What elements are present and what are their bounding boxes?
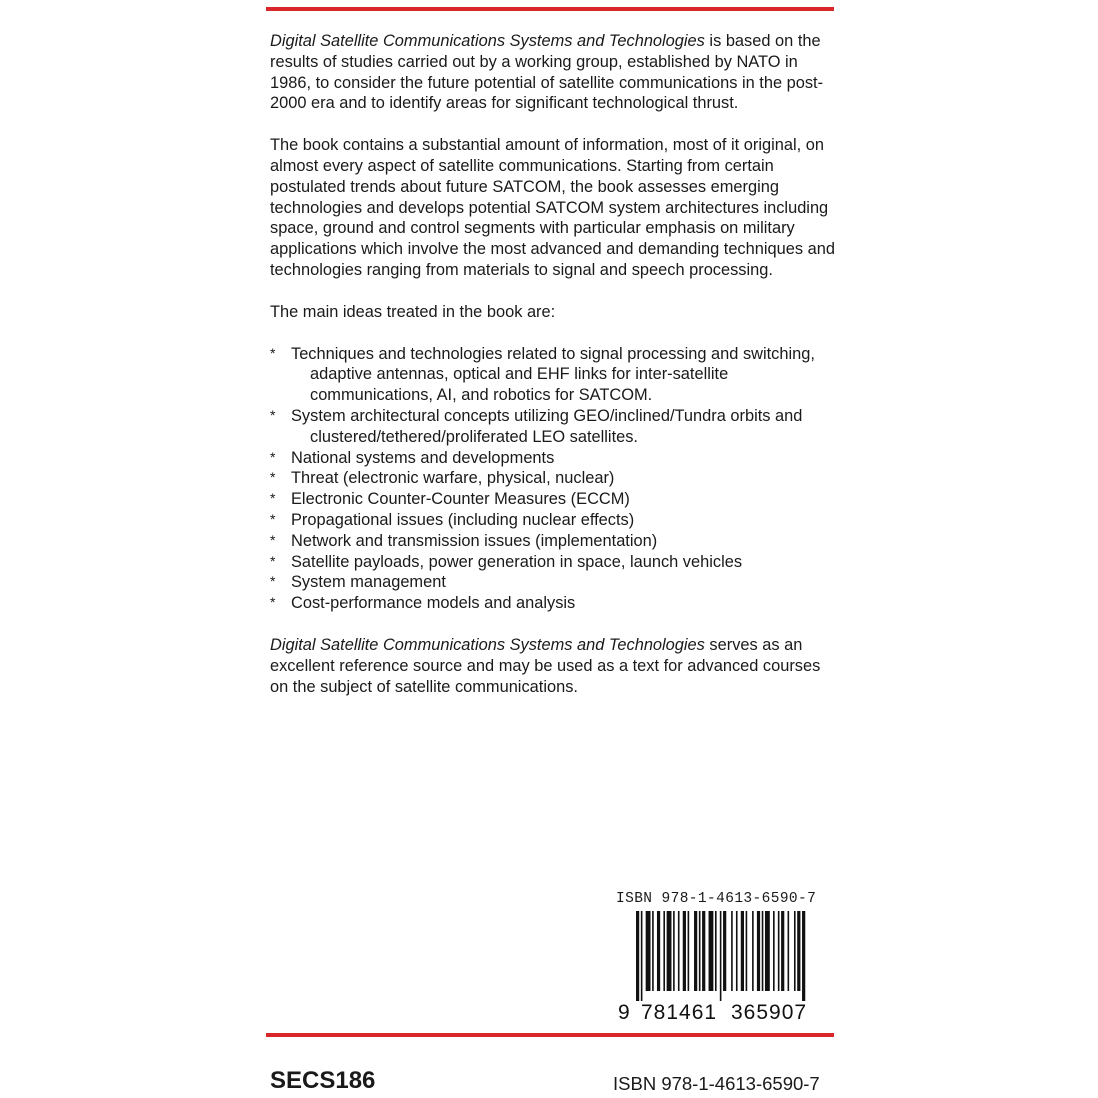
barcode-bar — [788, 911, 790, 991]
list-item-text: Propagational issues (including nuclear effects) — [291, 510, 635, 529]
barcode-digits-left: 781461 — [641, 1001, 718, 1021]
bullet-star: * — [270, 552, 276, 569]
barcode-bar — [641, 911, 643, 1001]
closing-text: serves as an excellent reference source and may be used as a text for advanced courses on the subject of satellite communications. — [270, 635, 821, 696]
list-item-text: System architectural concepts utilizing GEO/inclined/Tundra orbits and — [291, 406, 803, 425]
barcode-bar — [741, 911, 744, 991]
list-item — [270, 593, 840, 614]
barcode-bar — [709, 911, 714, 991]
bullet-star: * — [270, 531, 276, 548]
list-item — [270, 510, 840, 531]
series-code: SECS186 — [270, 1067, 376, 1094]
list-item-continuation: clustered/tethered/proliferated LEO satellites. — [310, 427, 638, 446]
barcode-bar — [773, 911, 775, 991]
back-cover-text — [270, 31, 840, 718]
barcode-digits-right: 365907 — [731, 1001, 808, 1021]
list-item-text: System management — [291, 573, 446, 592]
barcode-bar — [646, 911, 651, 991]
ideas-heading: The main ideas treated in the book are: — [270, 302, 556, 321]
barcode-isbn-label: ISBN 978-1-4613-6590-7 — [616, 891, 817, 907]
barcode-bar — [683, 911, 686, 991]
list-item — [270, 531, 840, 552]
isbn-barcode — [614, 891, 838, 1021]
barcode-bar — [720, 911, 722, 1001]
barcode-bar — [794, 911, 796, 991]
bullet-star: * — [270, 469, 276, 486]
barcode-bar — [723, 911, 726, 991]
bullet-star: * — [270, 490, 276, 507]
barcode-bar — [736, 911, 738, 991]
bullet-star: * — [270, 510, 276, 527]
list-item-text: National systems and developments — [291, 448, 555, 467]
barcode-bar — [688, 911, 690, 991]
description-paragraph: The book contains a substantial amount of information, most of it original, on almost every aspect of satellite communications. Starting from certain postulated trends about future SATCOM, the book assesses emerging technologies and develops potential SATCOM system architectures including space, ground and control segments with particular emphasis on military applications which involve the most advanced and demanding techniques and technologies ranging from materials to signal and speech processing. — [270, 136, 835, 279]
barcode-bar — [752, 911, 754, 991]
barcode-bar — [636, 911, 639, 1001]
bullet-star: * — [270, 406, 276, 423]
bullet-star: * — [270, 594, 276, 611]
barcode-bars — [614, 909, 838, 1021]
barcode-bar — [657, 911, 660, 991]
barcode-bar — [667, 911, 672, 991]
barcode-bar — [765, 911, 770, 991]
barcode-bar — [731, 911, 733, 991]
barcode-digit-lead: 9 — [618, 1001, 630, 1021]
barcode-bar — [678, 911, 680, 991]
barcode-bar — [802, 911, 805, 1001]
barcode-bar — [797, 911, 800, 991]
closing-paragraph — [270, 635, 840, 697]
bullet-star: * — [270, 344, 276, 361]
barcode-bar — [746, 911, 748, 991]
list-item — [270, 406, 840, 448]
list-item — [270, 448, 840, 469]
list-item-text: Threat (electronic warfare, physical, nuclear) — [291, 469, 615, 488]
barcode-bar — [699, 911, 701, 991]
barcode-bar — [778, 911, 780, 991]
list-item — [270, 552, 840, 573]
top-red-rule — [266, 7, 834, 11]
intro-book-title: Digital Satellite Communications Systems and Technologies — [270, 32, 705, 50]
barcode-bar — [673, 911, 675, 991]
barcode-bar — [694, 911, 697, 991]
barcode-bar — [781, 911, 784, 991]
list-item-text: Network and transmission issues (implementation) — [291, 531, 658, 550]
footer-isbn: ISBN 978-1-4613-6590-7 — [613, 1073, 820, 1094]
list-item-text: Electronic Counter-Counter Measures (ECCM) — [291, 490, 630, 509]
list-item — [270, 344, 840, 406]
bullet-star: * — [270, 448, 276, 465]
list-item — [270, 468, 840, 489]
barcode-bar — [762, 911, 764, 991]
ideas-list — [270, 344, 840, 614]
intro-text: is based on the results of studies carried out by a working group, established by NATO in 1986, to consider the future potential of satellite communications in the post-2000 era and to identify areas for significant technological thrust. — [270, 32, 824, 113]
closing-book-title: Digital Satellite Communications Systems and Technologies — [270, 635, 705, 654]
list-item-text: Cost-performance models and analysis — [291, 594, 576, 613]
bullet-star: * — [270, 573, 276, 590]
list-item — [270, 572, 840, 593]
barcode-bar — [702, 911, 705, 991]
barcode-bar — [652, 911, 654, 991]
barcode-bar — [663, 911, 665, 991]
barcode-bar — [715, 911, 717, 991]
intro-paragraph — [270, 31, 840, 114]
list-item-continuation: adaptive antennas, optical and EHF links for inter-satellite communications, AI, and robotics for SATCOM. — [310, 365, 729, 405]
list-item-text: Satellite payloads, power generation in space, launch vehicles — [291, 552, 743, 571]
list-item — [270, 489, 840, 510]
barcode-bar — [757, 911, 760, 991]
bottom-red-rule — [266, 1033, 834, 1037]
list-item-text: Techniques and technologies related to signal processing and switching, — [291, 344, 815, 363]
